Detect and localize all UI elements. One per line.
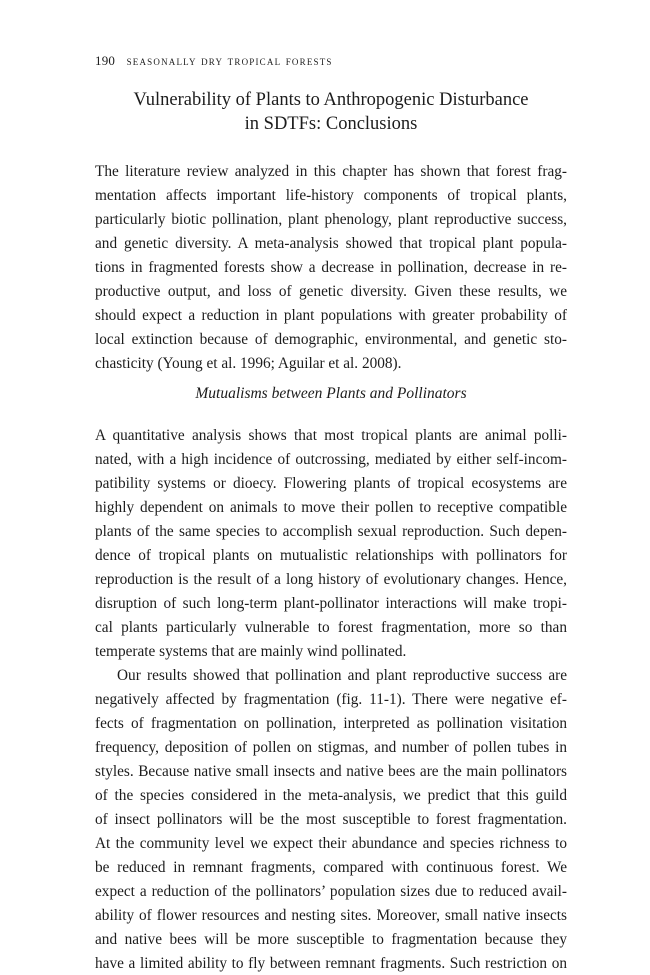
section-title-line-1: Vulnerability of Plants to Anthropogenic Disturbance xyxy=(133,90,529,110)
body-line: styles. Because native small insects and native bees are the main pollinators xyxy=(95,763,567,780)
body-line: plants of the same species to accomplish sexual reproduction. Such depen- xyxy=(95,523,567,540)
body-line: frequency, deposition of pollen on stigmas, and number of pollen tubes in xyxy=(95,739,567,756)
body-line: ability of flower resources and nesting sites. Moreover, small native insects xyxy=(95,907,567,924)
body-line: At the community level we expect their abundance and species richness to xyxy=(95,835,567,852)
body-line: A quantitative analysis shows that most tropical plants are animal polli- xyxy=(95,427,567,444)
body-line: expect a reduction of the pollinators’ population sizes due to reduced avail- xyxy=(95,883,567,900)
body-line: dence of tropical plants on mutualistic relationships with pollinators for xyxy=(95,547,567,564)
running-head xyxy=(95,53,333,69)
body-line: tions in fragmented forests show a decrease in pollination, decrease in re- xyxy=(95,259,567,276)
body-line: highly dependent on animals to move their pollen to receptive compatible xyxy=(95,499,567,516)
body-line: patibility systems or dioecy. Flowering plants of tropical ecosystems are xyxy=(95,475,567,492)
page-number: 190 xyxy=(95,53,116,68)
body-line: fects of fragmentation on pollination, interpreted as pollination visitation xyxy=(95,715,567,732)
body-line: negatively affected by fragmentation (fig. 11-1). There were negative ef- xyxy=(95,691,567,708)
body-line: and native bees will be more susceptible to fragmentation because they xyxy=(95,931,567,948)
subheading: Mutualisms between Plants and Pollinators xyxy=(195,385,467,402)
body-line: be reduced in remnant fragments, compared with continuous forest. We xyxy=(95,859,567,876)
body-line: of insect pollinators will be the most susceptible to forest fragmentation. xyxy=(95,811,567,828)
body-line: productive output, and loss of genetic diversity. Given these results, we xyxy=(95,283,567,300)
body-line: local extinction because of demographic, environmental, and genetic sto- xyxy=(95,331,567,348)
body-line: chasticity (Young et al. 1996; Aguilar et al. 2008). xyxy=(95,355,402,372)
body-line: disruption of such long-term plant-pollinator interactions will make tropi- xyxy=(95,595,567,612)
section-title-line-2: in SDTFs: Conclusions xyxy=(244,114,418,134)
body-line: Our results showed that pollination and plant reproductive success are xyxy=(117,667,567,684)
body-line: The literature review analyzed in this chapter has shown that forest frag- xyxy=(95,163,567,180)
running-title: seasonally dry tropical forests xyxy=(126,53,333,68)
body-line: mentation affects important life-history components of tropical plants, xyxy=(95,187,567,204)
body-line: cal plants particularly vulnerable to forest fragmentation, more so than xyxy=(95,619,567,636)
body-line: should expect a reduction in plant populations with greater probability of xyxy=(95,307,567,324)
body-line: have a limited ability to fly between remnant fragments. Such restriction on xyxy=(95,955,567,972)
body-line: reproduction is the result of a long history of evolutionary changes. Hence, xyxy=(95,571,567,588)
body-line: of the species considered in the meta-analysis, we predict that this guild xyxy=(95,787,567,804)
body-line: particularly biotic pollination, plant phenology, plant reproductive success, xyxy=(95,211,567,228)
body-line: nated, with a high incidence of outcrossing, mediated by either self-incom- xyxy=(95,451,567,468)
body-line: temperate systems that are mainly wind pollinated. xyxy=(95,643,407,660)
body-line: and genetic diversity. A meta-analysis showed that tropical plant popula- xyxy=(95,235,567,252)
